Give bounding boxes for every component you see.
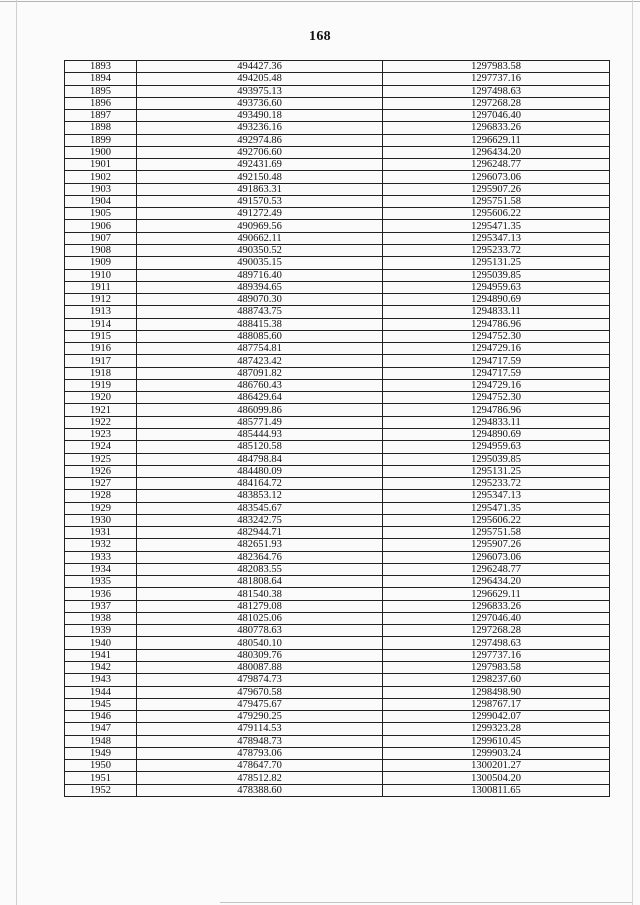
point-number-cell: 1940 bbox=[65, 637, 137, 649]
y-coordinate-cell: 1300201.27 bbox=[383, 760, 610, 772]
table-row bbox=[65, 551, 610, 563]
x-coordinate-cell: 478647.70 bbox=[137, 760, 383, 772]
table-row bbox=[65, 428, 610, 440]
table-row bbox=[65, 379, 610, 391]
x-coordinate-cell: 482083.55 bbox=[137, 563, 383, 575]
point-number-cell: 1903 bbox=[65, 183, 137, 195]
y-coordinate-cell: 1297498.63 bbox=[383, 637, 610, 649]
page-edge-right bbox=[632, 0, 633, 905]
y-coordinate-cell: 1294717.59 bbox=[383, 367, 610, 379]
point-number-cell: 1934 bbox=[65, 563, 137, 575]
x-coordinate-cell: 480778.63 bbox=[137, 625, 383, 637]
y-coordinate-cell: 1296248.77 bbox=[383, 159, 610, 171]
y-coordinate-cell: 1295606.22 bbox=[383, 514, 610, 526]
point-number-cell: 1933 bbox=[65, 551, 137, 563]
y-coordinate-cell: 1296434.20 bbox=[383, 146, 610, 158]
x-coordinate-cell: 485444.93 bbox=[137, 428, 383, 440]
table-row bbox=[65, 134, 610, 146]
x-coordinate-cell: 489716.40 bbox=[137, 269, 383, 281]
x-coordinate-cell: 480540.10 bbox=[137, 637, 383, 649]
point-number-cell: 1919 bbox=[65, 379, 137, 391]
table-row bbox=[65, 195, 610, 207]
point-number-cell: 1950 bbox=[65, 760, 137, 772]
x-coordinate-cell: 479874.73 bbox=[137, 674, 383, 686]
table-row bbox=[65, 269, 610, 281]
y-coordinate-cell: 1299042.07 bbox=[383, 711, 610, 723]
point-number-cell: 1943 bbox=[65, 674, 137, 686]
x-coordinate-cell: 489070.30 bbox=[137, 294, 383, 306]
x-coordinate-cell: 494427.36 bbox=[137, 61, 383, 73]
y-coordinate-cell: 1295907.26 bbox=[383, 539, 610, 551]
table-row bbox=[65, 416, 610, 428]
table-row bbox=[65, 723, 610, 735]
point-number-cell: 1907 bbox=[65, 232, 137, 244]
point-number-cell: 1946 bbox=[65, 711, 137, 723]
y-coordinate-cell: 1295131.25 bbox=[383, 465, 610, 477]
table-row bbox=[65, 171, 610, 183]
y-coordinate-cell: 1295907.26 bbox=[383, 183, 610, 195]
table-row bbox=[65, 441, 610, 453]
table-row bbox=[65, 159, 610, 171]
y-coordinate-cell: 1294752.30 bbox=[383, 330, 610, 342]
table-row bbox=[65, 735, 610, 747]
table-row bbox=[65, 772, 610, 784]
point-number-cell: 1923 bbox=[65, 428, 137, 440]
point-number-cell: 1901 bbox=[65, 159, 137, 171]
y-coordinate-cell: 1297737.16 bbox=[383, 649, 610, 661]
y-coordinate-cell: 1298237.60 bbox=[383, 674, 610, 686]
table-row bbox=[65, 318, 610, 330]
point-number-cell: 1949 bbox=[65, 747, 137, 759]
y-coordinate-cell: 1297737.16 bbox=[383, 73, 610, 85]
point-number-cell: 1930 bbox=[65, 514, 137, 526]
table-row bbox=[65, 61, 610, 73]
y-coordinate-cell: 1296073.06 bbox=[383, 171, 610, 183]
x-coordinate-cell: 486429.64 bbox=[137, 392, 383, 404]
point-number-cell: 1911 bbox=[65, 281, 137, 293]
point-number-cell: 1939 bbox=[65, 625, 137, 637]
table-row bbox=[65, 110, 610, 122]
x-coordinate-cell: 490662.11 bbox=[137, 232, 383, 244]
x-coordinate-cell: 491863.31 bbox=[137, 183, 383, 195]
table-row bbox=[65, 588, 610, 600]
table-row bbox=[65, 257, 610, 269]
y-coordinate-cell: 1297046.40 bbox=[383, 612, 610, 624]
point-number-cell: 1935 bbox=[65, 576, 137, 588]
y-coordinate-cell: 1294786.96 bbox=[383, 318, 610, 330]
point-number-cell: 1909 bbox=[65, 257, 137, 269]
point-number-cell: 1947 bbox=[65, 723, 137, 735]
y-coordinate-cell: 1296073.06 bbox=[383, 551, 610, 563]
table-row bbox=[65, 355, 610, 367]
x-coordinate-cell: 484480.09 bbox=[137, 465, 383, 477]
point-number-cell: 1925 bbox=[65, 453, 137, 465]
table-row bbox=[65, 625, 610, 637]
table-row bbox=[65, 784, 610, 796]
x-coordinate-cell: 491272.49 bbox=[137, 208, 383, 220]
page-edge-left bbox=[16, 0, 17, 905]
point-number-cell: 1904 bbox=[65, 195, 137, 207]
table-row bbox=[65, 600, 610, 612]
x-coordinate-cell: 478793.06 bbox=[137, 747, 383, 759]
x-coordinate-cell: 487423.42 bbox=[137, 355, 383, 367]
x-coordinate-cell: 484798.84 bbox=[137, 453, 383, 465]
table-row bbox=[65, 478, 610, 490]
y-coordinate-cell: 1294890.69 bbox=[383, 294, 610, 306]
point-number-cell: 1917 bbox=[65, 355, 137, 367]
y-coordinate-cell: 1296833.26 bbox=[383, 122, 610, 134]
y-coordinate-cell: 1298498.90 bbox=[383, 686, 610, 698]
x-coordinate-cell: 479475.67 bbox=[137, 698, 383, 710]
y-coordinate-cell: 1297983.58 bbox=[383, 662, 610, 674]
y-coordinate-cell: 1295751.58 bbox=[383, 527, 610, 539]
y-coordinate-cell: 1295347.13 bbox=[383, 490, 610, 502]
table-row bbox=[65, 281, 610, 293]
x-coordinate-cell: 478388.60 bbox=[137, 784, 383, 796]
point-number-cell: 1908 bbox=[65, 244, 137, 256]
point-number-cell: 1945 bbox=[65, 698, 137, 710]
point-number-cell: 1893 bbox=[65, 61, 137, 73]
y-coordinate-cell: 1295039.85 bbox=[383, 453, 610, 465]
y-coordinate-cell: 1294729.16 bbox=[383, 343, 610, 355]
point-number-cell: 1944 bbox=[65, 686, 137, 698]
x-coordinate-cell: 482364.76 bbox=[137, 551, 383, 563]
point-number-cell: 1920 bbox=[65, 392, 137, 404]
y-coordinate-cell: 1294786.96 bbox=[383, 404, 610, 416]
table-row bbox=[65, 527, 610, 539]
point-number-cell: 1898 bbox=[65, 122, 137, 134]
x-coordinate-cell: 486099.86 bbox=[137, 404, 383, 416]
x-coordinate-cell: 478512.82 bbox=[137, 772, 383, 784]
table-row bbox=[65, 306, 610, 318]
point-number-cell: 1937 bbox=[65, 600, 137, 612]
x-coordinate-cell: 485120.58 bbox=[137, 441, 383, 453]
x-coordinate-cell: 481025.06 bbox=[137, 612, 383, 624]
x-coordinate-cell: 481808.64 bbox=[137, 576, 383, 588]
x-coordinate-cell: 492150.48 bbox=[137, 171, 383, 183]
table-row bbox=[65, 502, 610, 514]
point-number-cell: 1941 bbox=[65, 649, 137, 661]
table-row bbox=[65, 490, 610, 502]
table-row bbox=[65, 453, 610, 465]
point-number-cell: 1938 bbox=[65, 612, 137, 624]
point-number-cell: 1899 bbox=[65, 134, 137, 146]
coordinates-table bbox=[64, 60, 610, 797]
y-coordinate-cell: 1295131.25 bbox=[383, 257, 610, 269]
point-number-cell: 1928 bbox=[65, 490, 137, 502]
x-coordinate-cell: 492431.69 bbox=[137, 159, 383, 171]
y-coordinate-cell: 1297046.40 bbox=[383, 110, 610, 122]
table-row bbox=[65, 404, 610, 416]
x-coordinate-cell: 485771.49 bbox=[137, 416, 383, 428]
table-row bbox=[65, 760, 610, 772]
x-coordinate-cell: 488743.75 bbox=[137, 306, 383, 318]
y-coordinate-cell: 1294752.30 bbox=[383, 392, 610, 404]
table-row bbox=[65, 367, 610, 379]
point-number-cell: 1929 bbox=[65, 502, 137, 514]
point-number-cell: 1926 bbox=[65, 465, 137, 477]
point-number-cell: 1915 bbox=[65, 330, 137, 342]
x-coordinate-cell: 492706.60 bbox=[137, 146, 383, 158]
x-coordinate-cell: 488415.38 bbox=[137, 318, 383, 330]
point-number-cell: 1931 bbox=[65, 527, 137, 539]
table-row bbox=[65, 392, 610, 404]
table-row bbox=[65, 662, 610, 674]
point-number-cell: 1897 bbox=[65, 110, 137, 122]
x-coordinate-cell: 487754.81 bbox=[137, 343, 383, 355]
x-coordinate-cell: 479290.25 bbox=[137, 711, 383, 723]
x-coordinate-cell: 483545.67 bbox=[137, 502, 383, 514]
table-row bbox=[65, 97, 610, 109]
x-coordinate-cell: 479670.58 bbox=[137, 686, 383, 698]
point-number-cell: 1924 bbox=[65, 441, 137, 453]
table-row bbox=[65, 85, 610, 97]
x-coordinate-cell: 486760.43 bbox=[137, 379, 383, 391]
x-coordinate-cell: 493490.18 bbox=[137, 110, 383, 122]
y-coordinate-cell: 1296248.77 bbox=[383, 563, 610, 575]
y-coordinate-cell: 1295233.72 bbox=[383, 478, 610, 490]
table-row bbox=[65, 122, 610, 134]
y-coordinate-cell: 1294729.16 bbox=[383, 379, 610, 391]
table-row bbox=[65, 539, 610, 551]
y-coordinate-cell: 1296833.26 bbox=[383, 600, 610, 612]
y-coordinate-cell: 1300811.65 bbox=[383, 784, 610, 796]
point-number-cell: 1906 bbox=[65, 220, 137, 232]
point-number-cell: 1895 bbox=[65, 85, 137, 97]
y-coordinate-cell: 1295606.22 bbox=[383, 208, 610, 220]
x-coordinate-cell: 492974.86 bbox=[137, 134, 383, 146]
table-row bbox=[65, 698, 610, 710]
y-coordinate-cell: 1296434.20 bbox=[383, 576, 610, 588]
table-row bbox=[65, 612, 610, 624]
table-row bbox=[65, 183, 610, 195]
x-coordinate-cell: 493975.13 bbox=[137, 85, 383, 97]
y-coordinate-cell: 1299903.24 bbox=[383, 747, 610, 759]
x-coordinate-cell: 481279.08 bbox=[137, 600, 383, 612]
point-number-cell: 1912 bbox=[65, 294, 137, 306]
y-coordinate-cell: 1294833.11 bbox=[383, 416, 610, 428]
table-row bbox=[65, 711, 610, 723]
y-coordinate-cell: 1297268.28 bbox=[383, 97, 610, 109]
table-row bbox=[65, 330, 610, 342]
point-number-cell: 1900 bbox=[65, 146, 137, 158]
x-coordinate-cell: 481540.38 bbox=[137, 588, 383, 600]
y-coordinate-cell: 1294833.11 bbox=[383, 306, 610, 318]
x-coordinate-cell: 482944.71 bbox=[137, 527, 383, 539]
x-coordinate-cell: 490350.52 bbox=[137, 244, 383, 256]
x-coordinate-cell: 491570.53 bbox=[137, 195, 383, 207]
point-number-cell: 1910 bbox=[65, 269, 137, 281]
page-number: 168 bbox=[309, 29, 331, 44]
x-coordinate-cell: 487091.82 bbox=[137, 367, 383, 379]
table-row bbox=[65, 674, 610, 686]
point-number-cell: 1936 bbox=[65, 588, 137, 600]
y-coordinate-cell: 1295471.35 bbox=[383, 502, 610, 514]
x-coordinate-cell: 480087.88 bbox=[137, 662, 383, 674]
point-number-cell: 1932 bbox=[65, 539, 137, 551]
point-number-cell: 1951 bbox=[65, 772, 137, 784]
point-number-cell: 1916 bbox=[65, 343, 137, 355]
x-coordinate-cell: 482651.93 bbox=[137, 539, 383, 551]
y-coordinate-cell: 1295347.13 bbox=[383, 232, 610, 244]
y-coordinate-cell: 1299323.28 bbox=[383, 723, 610, 735]
x-coordinate-cell: 483853.12 bbox=[137, 490, 383, 502]
point-number-cell: 1921 bbox=[65, 404, 137, 416]
x-coordinate-cell: 493736.60 bbox=[137, 97, 383, 109]
point-number-cell: 1952 bbox=[65, 784, 137, 796]
table-row bbox=[65, 514, 610, 526]
x-coordinate-cell: 489394.65 bbox=[137, 281, 383, 293]
table-row bbox=[65, 244, 610, 256]
y-coordinate-cell: 1296629.11 bbox=[383, 588, 610, 600]
y-coordinate-cell: 1295751.58 bbox=[383, 195, 610, 207]
x-coordinate-cell: 490969.56 bbox=[137, 220, 383, 232]
point-number-cell: 1894 bbox=[65, 73, 137, 85]
point-number-cell: 1922 bbox=[65, 416, 137, 428]
table-row bbox=[65, 294, 610, 306]
point-number-cell: 1913 bbox=[65, 306, 137, 318]
table-row bbox=[65, 232, 610, 244]
x-coordinate-cell: 483242.75 bbox=[137, 514, 383, 526]
point-number-cell: 1905 bbox=[65, 208, 137, 220]
y-coordinate-cell: 1297498.63 bbox=[383, 85, 610, 97]
y-coordinate-cell: 1298767.17 bbox=[383, 698, 610, 710]
x-coordinate-cell: 479114.53 bbox=[137, 723, 383, 735]
table-row bbox=[65, 465, 610, 477]
table-row bbox=[65, 563, 610, 575]
y-coordinate-cell: 1294959.63 bbox=[383, 281, 610, 293]
y-coordinate-cell: 1295039.85 bbox=[383, 269, 610, 281]
x-coordinate-cell: 494205.48 bbox=[137, 73, 383, 85]
y-coordinate-cell: 1297268.28 bbox=[383, 625, 610, 637]
x-coordinate-cell: 488085.60 bbox=[137, 330, 383, 342]
y-coordinate-cell: 1294959.63 bbox=[383, 441, 610, 453]
point-number-cell: 1927 bbox=[65, 478, 137, 490]
table-row bbox=[65, 208, 610, 220]
point-number-cell: 1896 bbox=[65, 97, 137, 109]
table-row bbox=[65, 686, 610, 698]
x-coordinate-cell: 493236.16 bbox=[137, 122, 383, 134]
table-row bbox=[65, 73, 610, 85]
x-coordinate-cell: 484164.72 bbox=[137, 478, 383, 490]
table-row bbox=[65, 343, 610, 355]
x-coordinate-cell: 490035.15 bbox=[137, 257, 383, 269]
x-coordinate-cell: 478948.73 bbox=[137, 735, 383, 747]
y-coordinate-cell: 1300504.20 bbox=[383, 772, 610, 784]
y-coordinate-cell: 1295233.72 bbox=[383, 244, 610, 256]
y-coordinate-cell: 1299610.45 bbox=[383, 735, 610, 747]
x-coordinate-cell: 480309.76 bbox=[137, 649, 383, 661]
y-coordinate-cell: 1294717.59 bbox=[383, 355, 610, 367]
point-number-cell: 1914 bbox=[65, 318, 137, 330]
table-row bbox=[65, 649, 610, 661]
y-coordinate-cell: 1295471.35 bbox=[383, 220, 610, 232]
table-row bbox=[65, 146, 610, 158]
page-edge-bottom bbox=[220, 902, 632, 903]
point-number-cell: 1918 bbox=[65, 367, 137, 379]
point-number-cell: 1942 bbox=[65, 662, 137, 674]
point-number-cell: 1902 bbox=[65, 171, 137, 183]
table-row bbox=[65, 220, 610, 232]
table-row bbox=[65, 637, 610, 649]
point-number-cell: 1948 bbox=[65, 735, 137, 747]
y-coordinate-cell: 1297983.58 bbox=[383, 61, 610, 73]
table-body bbox=[65, 61, 610, 797]
page-edge-top bbox=[0, 1, 640, 2]
table-row bbox=[65, 747, 610, 759]
y-coordinate-cell: 1296629.11 bbox=[383, 134, 610, 146]
y-coordinate-cell: 1294890.69 bbox=[383, 428, 610, 440]
table-row bbox=[65, 576, 610, 588]
